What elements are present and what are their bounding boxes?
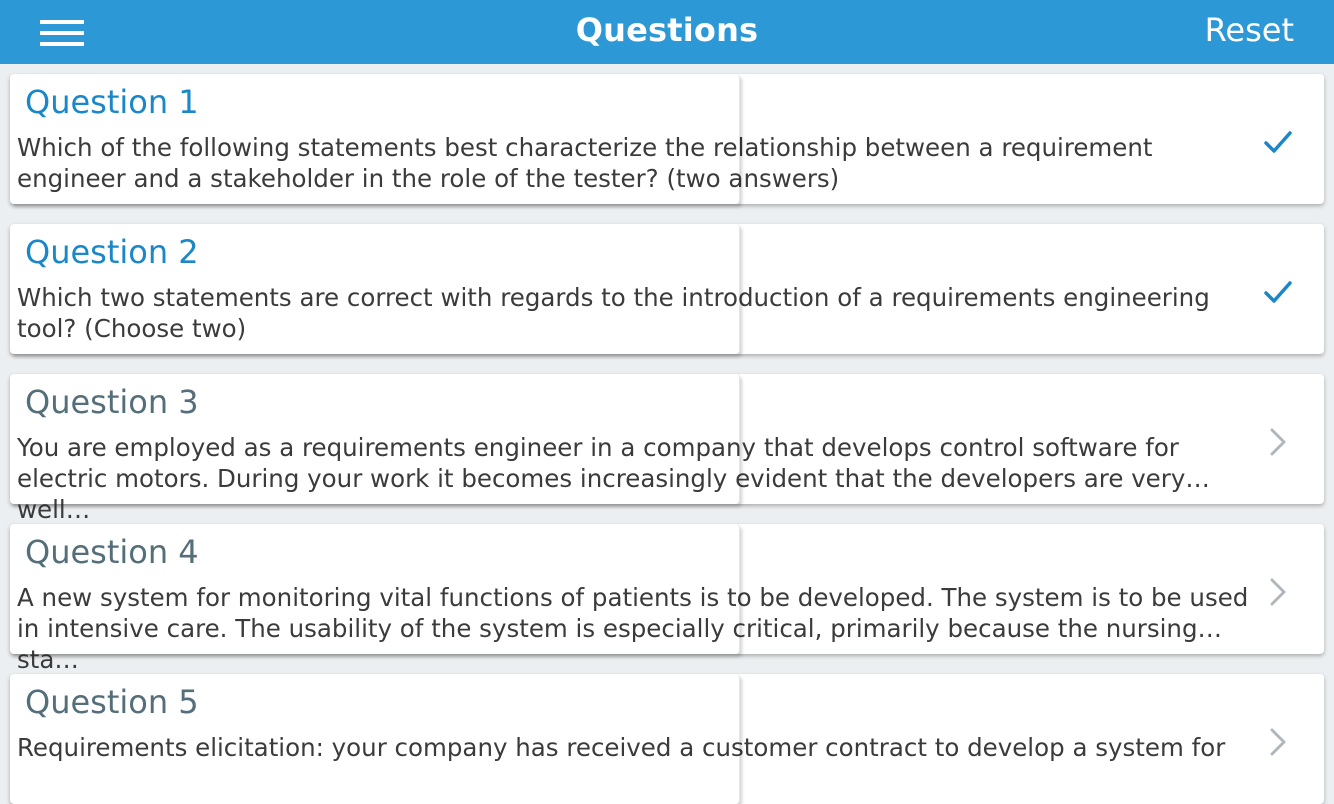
page-title: Questions: [575, 11, 759, 49]
question-text: Requirements elicitation: your company has received a customer contract to develop a system for: [17, 733, 1226, 762]
chevron-right-icon: [1260, 574, 1296, 610]
questions-list[interactable]: [0, 64, 1334, 762]
question-title: Question 1: [25, 83, 199, 121]
question-card-5[interactable]: [10, 674, 1324, 804]
question-title: Question 5: [25, 683, 199, 721]
reset-button[interactable]: Reset: [1204, 11, 1294, 49]
question-text: A new system for monitoring vital functions of patients is to be developed. The system is to be used in intensive care. The usability of the system is especially critical, primarily because the nursing sta…: [17, 583, 1249, 674]
question-text: Which of the following statements best characterize the relationship between a requirement engineer and a stakeholder in the role of the tester? (two answers): [17, 133, 1153, 193]
question-text: Which two statements are correct with regards to the introduction of a requirements engineering tool? (Choose two): [17, 283, 1210, 343]
question-card-2[interactable]: [10, 224, 1324, 354]
question-title: Question 3: [25, 383, 199, 421]
checkmark-icon: [1260, 274, 1296, 310]
chevron-right-icon: [1260, 724, 1296, 760]
chevron-right-icon: [1260, 424, 1296, 460]
question-text: You are employed as a requirements engineer in a company that develops control software for electric motors. During your work it becomes increasingly evident that the developers are very well…: [17, 433, 1186, 524]
question-card-1[interactable]: [10, 74, 1324, 204]
question-card-4[interactable]: [10, 524, 1324, 674]
checkmark-icon: [1260, 124, 1296, 160]
question-title: Question 2: [25, 233, 199, 271]
navigation-bar: [0, 0, 1334, 64]
question-card-3[interactable]: [10, 374, 1324, 524]
question-title: Question 4: [25, 533, 199, 571]
